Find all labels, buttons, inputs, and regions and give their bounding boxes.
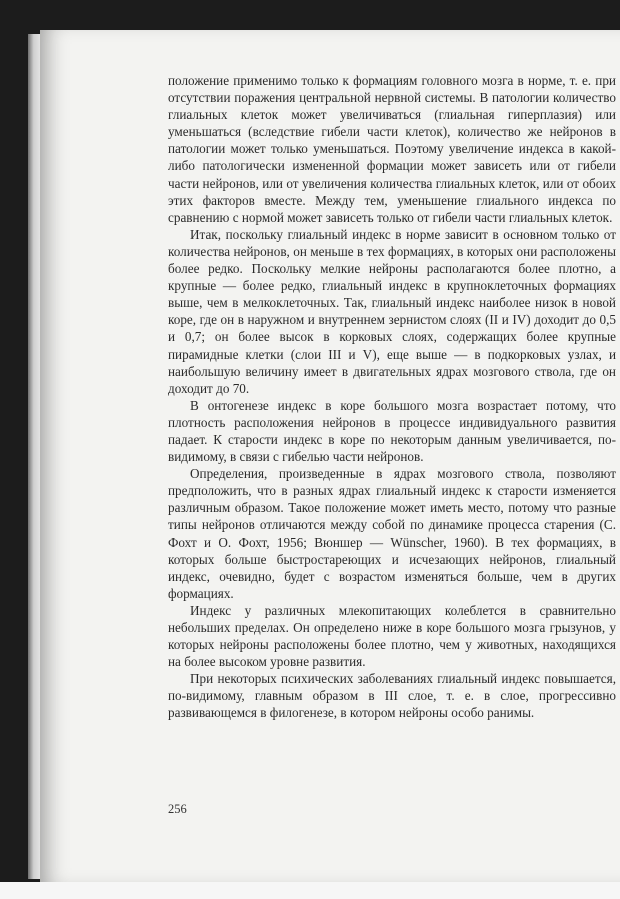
paragraph-2: Итак, поскольку глиальный индекс в норме зависит в основном только от количества нейронов, он меньше в тех формациях, в которых они расположены более редко. Поскольку мелкие нейроны располагаются более плотно, а крупные — более редко, глиальный индекс в крупноклеточных формациях выше, чем в мелкоклеточных. Так, глиальный индекс наиболее низок в новой коре, где он в наружном и внутреннем зернистом слоях (II и IV) доходит до 0,5 и 0,7; он более высок в корковых слоях, содержащих более крупные пирамидные клетки (слои III и V), еще выше — в подкорковых узлах, и наибольшую величину имеет в двигательных ядрах мозгового ствола, где он доходит до 70.: [168, 226, 616, 396]
paragraph-4: Определения, произведенные в ядрах мозгового ствола, позволяют предположить, что в разных ядрах глиальный индекс к старости изменяется различным образом. Такое положение может иметь место, потому что разные типы нейронов отличаются между собой по динамике процесса старения (С. Фохт и О. Фохт, 1956; Вюншер — Wünscher, 1960). В тех формациях, в которых больше быстростареющих и исчезающих нейронов, глиальный индекс, очевидно, будет с возрастом изменяться больше, чем в других формациях.: [168, 466, 616, 601]
paragraph-6: При некоторых психических заболеваниях глиальный индекс повышается, по-видимому, главным образом в III слое, т. е. в слое, прогрессивно развивающемся в филогенезе, в котором нейроны особо ранимы.: [168, 671, 616, 721]
page-number: 256: [168, 802, 187, 816]
scan-bottom-margin: [0, 882, 620, 899]
paragraph-5: Индекс у различных млекопитающих колеблется в сравнительно небольших пределах. Он определено ниже в коре большого мозга грызунов, у которых нейроны расположены более плотно, чем у животных, находящихся на более высоком уровне развития.: [168, 602, 616, 670]
paragraph-3: В онтогенезе индекс в коре большого мозга возрастает потому, что плотность расположения нейронов в процессе индивидуального развития падает. К старости индекс в коре по некоторым данным увеличивается, по-видимому, в связи с гибелью части нейронов.: [168, 397, 616, 465]
paragraph-1: положение применимо только к формациям головного мозга в норме, т. е. при отсутствии поражения центральной нервной системы. В патологии количество глиальных клеток может увеличиваться (глиальная гиперплазия) или уменьшаться (вследствие гибели части клеток), количество же нейронов в патологии может только уменьшаться. Поэтому увеличение индекса в какой-либо патологически измененной формации может зависеть или от гибели части нейронов, или от увеличения количества глиальных клеток, или от обоих этих факторов вместе. Между тем, уменьшение глиального индекса по сравнению с нормой может зависеть только от гибели части глиальных клеток.: [168, 73, 616, 225]
body-text: [168, 72, 616, 722]
